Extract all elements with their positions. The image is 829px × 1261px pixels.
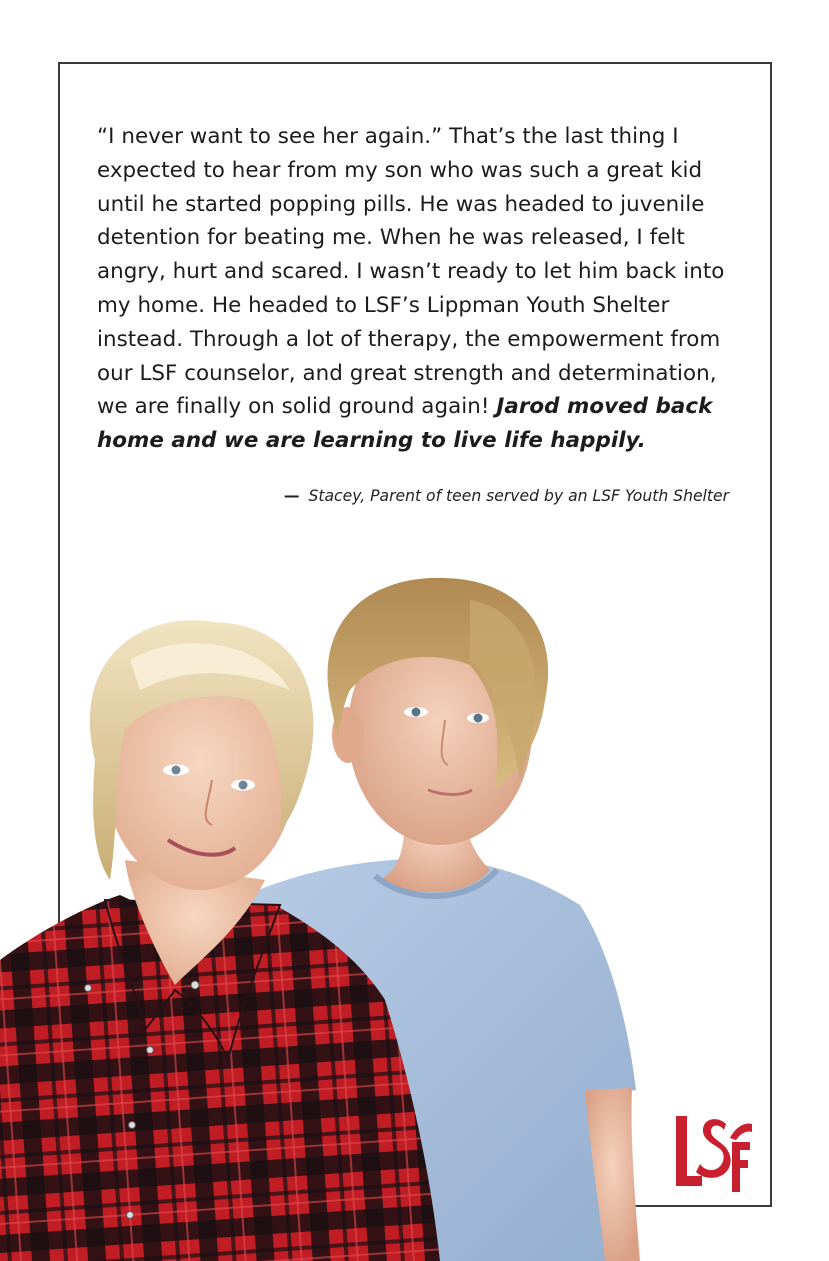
attribution-dash: — — [283, 487, 300, 505]
lsf-logo — [674, 1112, 752, 1192]
lsf-logo-letter-l — [676, 1116, 702, 1186]
quote-main-text: “I never want to see her again.” That’s the last thing I expected to hear from my son who was such a great kid until he started popping pills. He was headed to juvenile detention for beating me. When he was released, I felt angry, hurt and scared. I wasn’t ready to let him back into my home. He headed to LSF’s Lippman Youth Shelter instead. Through a lot of therapy, the empowerment from our LSF counselor, and great strength and determination, we are finally on solid ground again! — [97, 124, 725, 420]
testimonial-quote — [97, 120, 737, 458]
lsf-logo-letter-s — [696, 1119, 731, 1178]
lsf-logo-letter-f — [732, 1142, 750, 1192]
quote-emphasis-text: Jarod moved back home and we are learning to live life happily. — [97, 394, 713, 454]
quote-attribution — [284, 487, 729, 505]
attribution-text: Stacey, Parent of teen served by an LSF Youth Shelter — [308, 487, 729, 505]
